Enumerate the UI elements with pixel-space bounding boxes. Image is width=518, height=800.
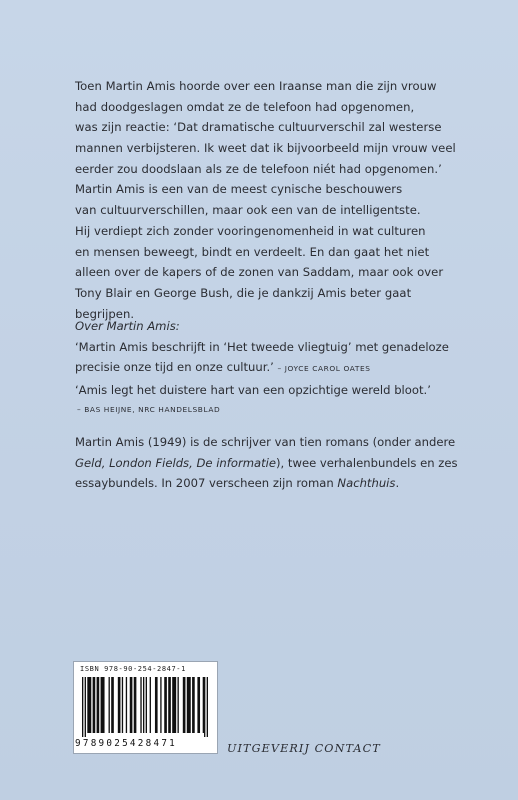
barcode-bar (172, 677, 176, 733)
barcode-bar (155, 677, 158, 733)
bio-text: essaybundels. In 2007 verscheen zijn roman (75, 476, 338, 491)
barcode-bar (187, 677, 191, 733)
bio-book-titles: Geld, London Fields, De informatie (75, 455, 277, 470)
blurb-line: Hij verdiept zich zonder vooringenomenheid in wat culturen (75, 223, 426, 238)
quote-heijne-attribution: – BAS HEIJNE, NRC HANDELSBLAD (77, 405, 221, 414)
barcode-bar (140, 677, 141, 733)
barcode-bar (118, 677, 121, 733)
barcode-bar (146, 677, 147, 733)
bio-text: . (395, 476, 400, 491)
blurb-line: Tony Blair en George Bush, die je dankzij Amis beter gaat (75, 285, 412, 300)
barcode-bar (85, 677, 86, 737)
bio-text: ), twee verhalenbundels en zes (276, 455, 458, 470)
barcode-bar (122, 677, 123, 733)
barcode-bar (160, 677, 161, 733)
quotes-heading: Over Martin Amis: (75, 319, 180, 333)
barcode-bar (97, 677, 100, 733)
blurb-line: alleen over de kapers of de zonen van Saddam, maar ook over (75, 265, 444, 280)
ean-digits: 9789025428471 (75, 738, 178, 749)
isbn-barcode (73, 661, 218, 754)
quote-heijne-line: ‘Amis legt het duistere hart van een opzichtige wereld bloot.’ (75, 382, 431, 397)
blurb-line: eerder zou doodslaan als ze de telefoon niét had opgenomen.’ (75, 161, 442, 176)
barcode-bar (168, 677, 171, 733)
barcode-bar (143, 677, 144, 733)
blurb-line: Toen Martin Amis hoorde over een Iraanse man die zijn vrouw (75, 79, 437, 93)
barcode-bar (150, 677, 151, 733)
barcode-bars-icon (82, 677, 208, 737)
barcode-bar (109, 677, 110, 733)
blurb-line: van cultuurverschillen, maar ook een van de intelligentste. (75, 203, 421, 218)
publisher-logo: UITGEVERIJ CONTACT (227, 742, 381, 755)
blurb-line: was zijn reactie: ‘Dat dramatische cultuurverschil zal westerse (75, 120, 442, 135)
barcode-bar (197, 677, 200, 733)
quote-oates-text: precisie onze tijd en onze cultuur.’ (75, 360, 274, 374)
barcode-bar (101, 677, 105, 733)
barcode-bar (126, 677, 127, 733)
bio-line: Martin Amis (1949) is de schrijver van tien romans (onder andere (75, 435, 456, 449)
bio-line (75, 473, 495, 494)
author-bio (75, 432, 495, 494)
barcode-bar (93, 677, 96, 733)
quote-oates-attribution: – JOYCE CAROL OATES (277, 364, 371, 373)
blurb-line: Martin Amis is een van de meest cynische beschouwers (75, 182, 403, 197)
quote-oates-line: ‘Martin Amis beschrijft in ‘Het tweede vliegtuig’ met genadeloze (75, 339, 449, 354)
barcode-bar (82, 677, 83, 737)
barcode-bar (203, 677, 204, 733)
barcode-bar (164, 677, 167, 733)
quote-oates-line-end (75, 357, 495, 380)
isbn-label: ISBN 978-90-254-2847-1 (80, 665, 186, 673)
barcode-bar (134, 677, 137, 733)
blurb-line: begrijpen. (75, 306, 135, 321)
press-quotes (75, 316, 495, 421)
barcode-bar (111, 677, 114, 733)
blurb-line: mannen verbijsteren. Ik weet dat ik bijvoorbeeld mijn vrouw veel (75, 141, 456, 156)
barcode-bar (192, 677, 195, 733)
barcode-bar (183, 677, 186, 733)
blurb-text (75, 76, 485, 324)
barcode-bar (87, 677, 91, 733)
bio-book-title: Nachthuis (337, 476, 396, 491)
bio-line (75, 453, 495, 474)
barcode-bar (130, 677, 133, 733)
barcode-bar (177, 677, 178, 733)
barcode-bar (204, 677, 205, 737)
blurb-line: en mensen beweegt, bindt en verdeelt. En dan gaat het niet (75, 244, 430, 259)
barcode-bar (207, 677, 208, 737)
blurb-line: had doodgeslagen omdat ze de telefoon had opgenomen, (75, 99, 415, 114)
